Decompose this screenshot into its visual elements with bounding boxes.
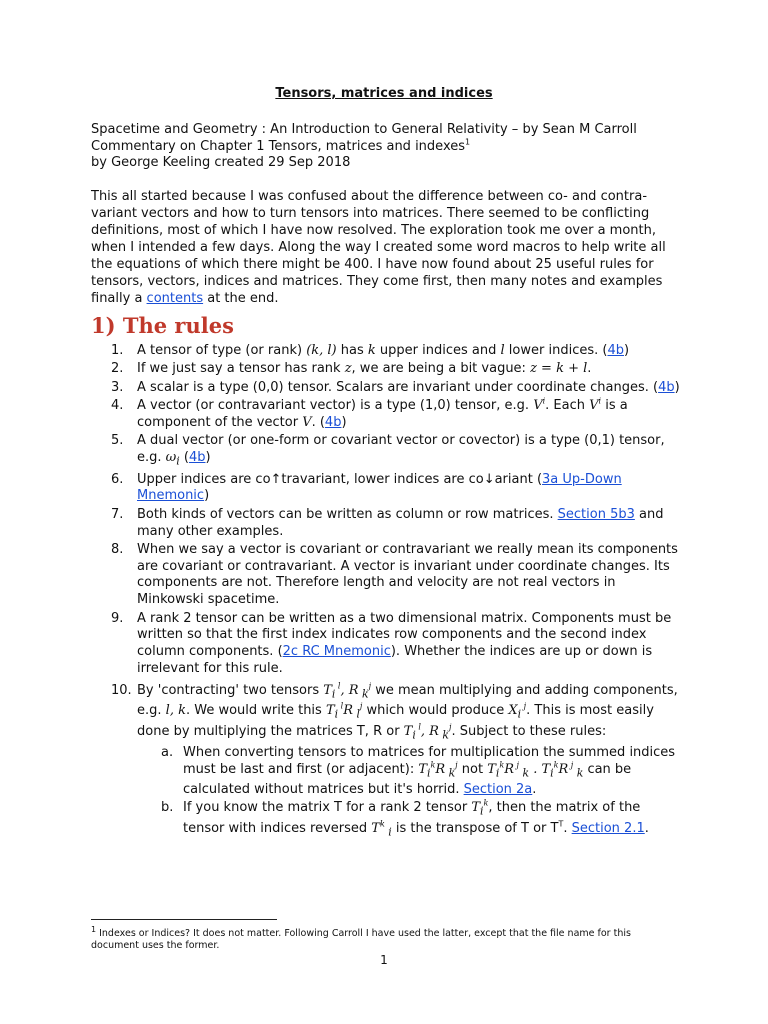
section-2-1-link[interactable]: Section 2.1	[571, 820, 645, 836]
rule-item: 4. A vector (or contravariant vector) is a type (1,0) tensor, e.g. $V^i$. Each $V^i$ is a component of the vector V. (4b)	[111, 396, 628, 430]
math-adjacent: $T_i^kR$ $_k^j$	[418, 760, 458, 780]
rule-item: 3. A scalar is a type (0,0) tensor. Scalars are invariant under coordinate changes. (4b)	[111, 379, 680, 395]
rules-list	[91, 343, 681, 843]
math-Tki: $T^k$ $_i$	[371, 819, 392, 839]
rule-item: 1. A tensor of type (or rank) (k, l) has k upper indices and l lower indices. (4b)	[111, 343, 630, 358]
footnote-ref[interactable]: 1	[465, 137, 471, 147]
math-TR-product: $T_i$ $^l$R $_l^j$	[325, 701, 363, 721]
footnote-separator	[91, 919, 277, 920]
rc-mnemonic-link[interactable]: 2c RC Mnemonic	[282, 644, 391, 660]
contents-link[interactable]: contents	[146, 291, 204, 306]
footnote: $^1$ Indexes or Indices? It does not matter. Following Carroll I have used the latter, except that the file name for this document uses the former.	[91, 924, 631, 951]
subrule-item: b. If you know the matrix T for a rank 2 tensor $T_i^k$, then the matrix of the tensor with indices reversed $T^k$ $_i$ is the transpose of T or $T^T$. Section 2.1.	[161, 799, 649, 839]
subrule-item: a. When converting tensors to matrices for multiplication the summed indices must be last and first (or adjacent): $T_i^kR$ $_k^j$ not $T_i^kR$ $^j$ $_k$ . $T_i^kR$ $^j$ $_k$ can be calculated without matrices but it's horrid. Section 2a.	[161, 744, 676, 798]
math-Tik: $T_i^k$	[471, 799, 489, 818]
rule-item: 8. When we say a vector is covariant or contravariant we really mean its components are covariant or contravariant. A vector is invariant under coordinate changes. Its components are not. Therefore length and velocity are not real vectors in Minkowski spacetime.	[111, 541, 678, 608]
section-heading-rules: 1) The rules	[91, 313, 234, 338]
rule-link[interactable]: 4b	[607, 343, 624, 358]
meta-book-line: Spacetime and Geometry : An Introduction to General Relativity – by Sean M Carroll	[91, 122, 637, 137]
math-T-R: $T_i$ $^l$, R $_k^j$	[323, 681, 372, 701]
meta-commentary-line: Commentary on Chapter 1 Tensors, matrices and indexes$^1$	[91, 137, 471, 154]
section-5b3-link[interactable]: Section 5b3	[557, 506, 635, 522]
rule-item: 2. If we just say a tensor has rank z, we are being a bit vague: z = k + l.	[111, 361, 592, 377]
page-number: 1	[380, 953, 388, 967]
intro-paragraph: This all started because I was confused about the difference between co- and contra-variant vectors and how to turn tensors into matrices. There seemed to be conflicting definitions, most of which I have now resolved. The exploration took me over a month, when I intended a few days. Along the way I created some word macros to help write all the equations of which there might be 400. I have now found about 25 useful rules for tensors, vectors, indices and matrices. They come first, then many notes and examples finally a contents at the end.	[91, 189, 666, 306]
document-meta	[91, 122, 691, 172]
rule-item: 9. A rank 2 tensor can be written as a two dimensional matrix. Components must be written so that the first index indicates row components and the second index column components. (2c RC Mnemonic). Whether the indices are up or down is irrelevant for this rule.	[111, 610, 672, 676]
rule-link[interactable]: 4b	[188, 449, 206, 465]
updown-mnemonic-link[interactable]: 3a Up-Down Mnemonic	[137, 471, 622, 504]
rule-item: 10. By 'contracting' two tensors $T_i$ $^l$, R $_k^j$ we mean multiplying and adding components, e.g. l, k. We would write this $T_i$ $^l$R $_l^j$ which would produce $X_i$ $^j$. This is most easily done by multiplying the matrices T, R or $T_i$ $^l$, R $_k^j$. Subject to these rules: a. When converting tensors to matrices for multiplication the summed indices must be last and first (or adjacent): $T_i^kR$ $_k^j$ not $T_i^kR$ $^j$ $_k$ . $T_i^kR$ $^j$ $_k$ can be calculated without matrices but it's horrid. Section 2a. b. If you know the matrix T for a rank 2 tensor $T_i^k$, then the matrix of the tensor with indices reversed $T^k$ $_i$ is the transpose of T or $T^T$. Section 2.1.	[91, 683, 681, 841]
math-T-R-2: $T_i$ $^l$, R $_k^j$	[403, 722, 452, 742]
math-X: $X_i$ $^j$	[508, 701, 527, 721]
rule-link[interactable]: 4b	[324, 414, 342, 430]
subrules-list	[137, 745, 681, 841]
math-non-adjacent: $T_i^kR$ $^j$ $_k$ . $T_i^kR$ $^j$ $_k$	[487, 760, 584, 780]
meta-author-line: by George Keeling created 29 Sep 2018	[91, 155, 351, 170]
rule-item: 7. Both kinds of vectors can be written as column or row matrices. Section 5b3 and many other examples.	[111, 506, 664, 539]
rule-item: 6. Upper indices are co↑travariant, lower indices are co↓ariant (3a Up-Down Mnemonic)	[111, 471, 622, 504]
document-title: Tensors, matrices and indices	[275, 86, 493, 101]
section-2a-link[interactable]: Section 2a	[463, 782, 533, 798]
rule-link[interactable]: 4b	[658, 379, 675, 395]
rule-item: 5. A dual vector (or one-form or covariant vector or covector) is a type (0,1) tensor, e.g. $\omega_i$ (4b)	[111, 432, 665, 468]
